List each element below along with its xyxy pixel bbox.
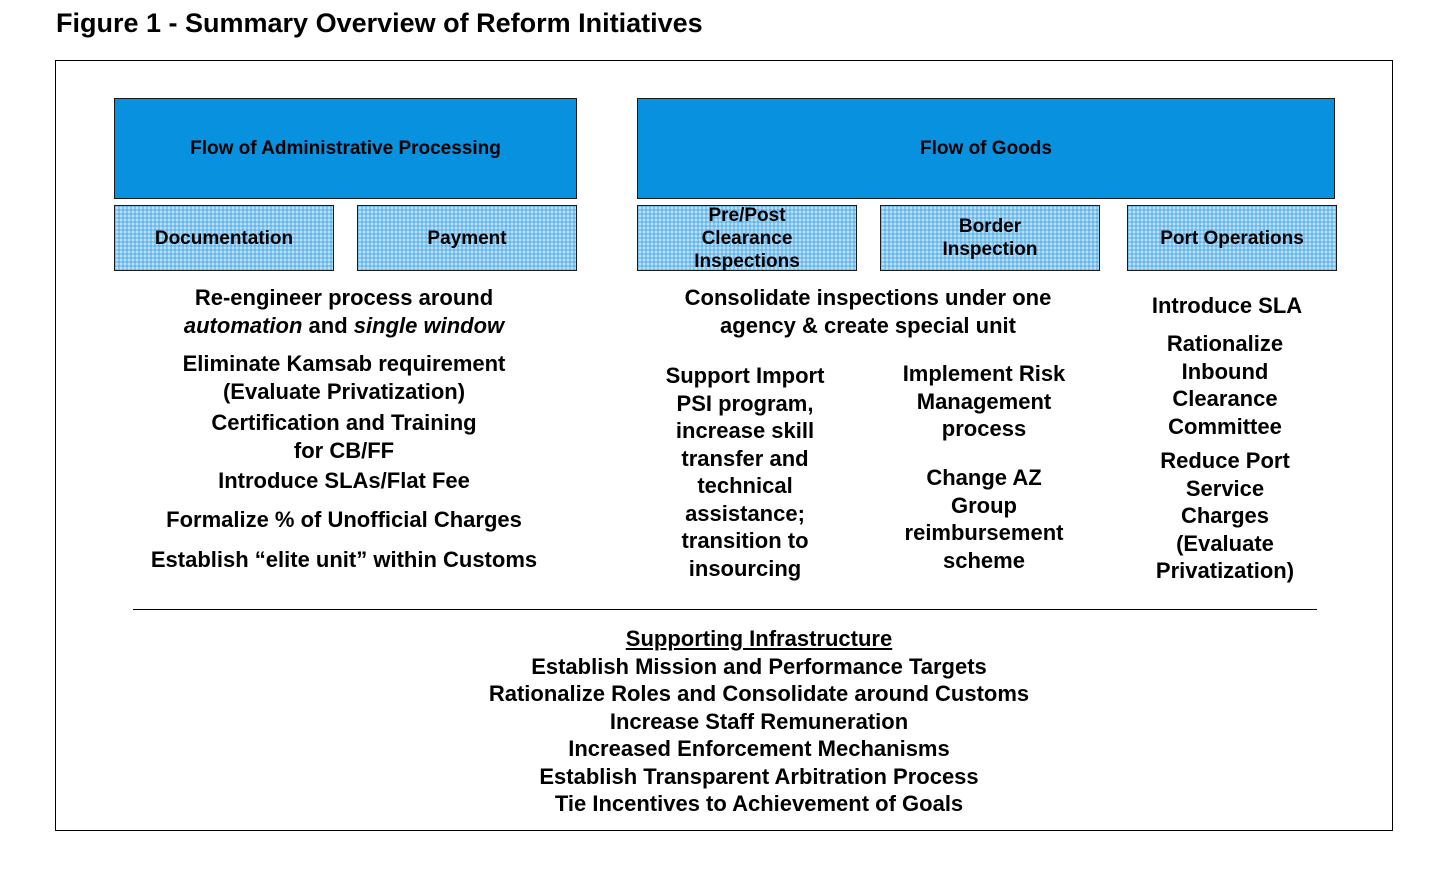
text-line: transition to <box>681 528 809 553</box>
supporting-infrastructure <box>409 625 1109 818</box>
category-pre-post-clearance <box>637 205 857 271</box>
category-port-operations: Port Operations <box>1127 205 1337 271</box>
text-line: Clearance <box>1172 386 1278 411</box>
admin-formalize: Formalize % of Unofficial Charges <box>166 507 522 532</box>
category-border-inspection <box>880 205 1100 271</box>
supporting-heading: Supporting Infrastructure <box>625 626 893 651</box>
admin-introduce-slas: Introduce SLAs/Flat Fee <box>218 468 470 493</box>
supporting-item: Establish Transparent Arbitration Process <box>539 763 979 789</box>
automation-text: automation <box>183 312 303 338</box>
supporting-item: Increase Staff Remuneration <box>609 708 909 734</box>
text-line: increase skill <box>675 418 815 443</box>
supporting-item: Tie Incentives to Achievement of Goals <box>554 791 964 816</box>
category-line: Inspection <box>942 239 1038 260</box>
reengineer-line2 <box>144 312 544 340</box>
reengineer-line1: Re-engineer process around <box>194 285 494 310</box>
text-line: Consolidate inspections under one <box>684 285 1052 310</box>
text-line: Implement Risk <box>902 361 1066 386</box>
text-line: Inbound <box>1181 358 1269 384</box>
text-line: technical <box>697 473 793 498</box>
goods-risk-management <box>884 360 1084 443</box>
text-line: reimbursement <box>904 520 1064 545</box>
category-line: Inspections <box>694 250 800 272</box>
port-reduce-charges <box>1125 447 1325 585</box>
category-line: Clearance <box>701 227 793 249</box>
admin-certification <box>144 409 544 464</box>
text-line: for CB/FF <box>293 437 395 463</box>
text-line: Charges <box>1180 503 1270 528</box>
text-line: Management <box>916 388 1052 414</box>
text-line: Support Import <box>665 363 825 388</box>
port-rationalize <box>1125 330 1325 440</box>
text-line: Eliminate Kamsab requirement <box>182 351 506 376</box>
supporting-item: Establish Mission and Performance Targets <box>531 653 987 679</box>
text-line: transfer and <box>681 445 809 471</box>
text-line: insourcing <box>688 555 802 581</box>
admin-elite-unit: Establish “elite unit” within Customs <box>150 547 538 572</box>
text-line: agency & create special unit <box>720 312 1016 338</box>
header-flow-of-goods: Flow of Goods <box>637 98 1335 199</box>
and-text: and <box>302 312 354 338</box>
header-admin-processing: Flow of Administrative Processing <box>114 98 577 199</box>
category-line: Pre/Post <box>708 204 786 226</box>
admin-reengineer <box>144 284 544 339</box>
text-line: Group <box>951 492 1017 518</box>
category-line: Border <box>958 216 1022 237</box>
text-line: scheme <box>943 547 1025 573</box>
single-window-text: single window <box>353 312 505 338</box>
category-payment: Payment <box>357 205 577 271</box>
text-line: (Evaluate <box>1176 530 1274 556</box>
admin-eliminate-kamsab <box>144 350 544 405</box>
text-line: Committee <box>1168 413 1282 439</box>
text-line: Rationalize <box>1166 331 1284 356</box>
text-line: Service <box>1185 475 1265 501</box>
goods-consolidate <box>658 284 1078 339</box>
text-line: Change AZ <box>926 465 1042 490</box>
category-documentation: Documentation <box>114 205 334 271</box>
goods-support-import <box>645 362 845 582</box>
goods-change-az <box>884 464 1084 574</box>
text-line: Reduce Port <box>1160 448 1290 473</box>
text-line: Certification and Training <box>211 410 477 435</box>
figure-title: Figure 1 - Summary Overview of Reform Initiatives <box>56 8 703 38</box>
text-line: assistance; <box>685 500 805 526</box>
text-line: process <box>941 416 1027 441</box>
text-line: PSI program, <box>676 390 814 416</box>
text-line: Privatization) <box>1155 558 1295 583</box>
supporting-item: Rationalize Roles and Consolidate around Customs <box>488 681 1030 706</box>
port-introduce-sla: Introduce SLA <box>1151 293 1303 318</box>
divider-line <box>133 609 1317 610</box>
text-line: (Evaluate Privatization) <box>222 378 466 404</box>
supporting-item: Increased Enforcement Mechanisms <box>568 736 950 761</box>
